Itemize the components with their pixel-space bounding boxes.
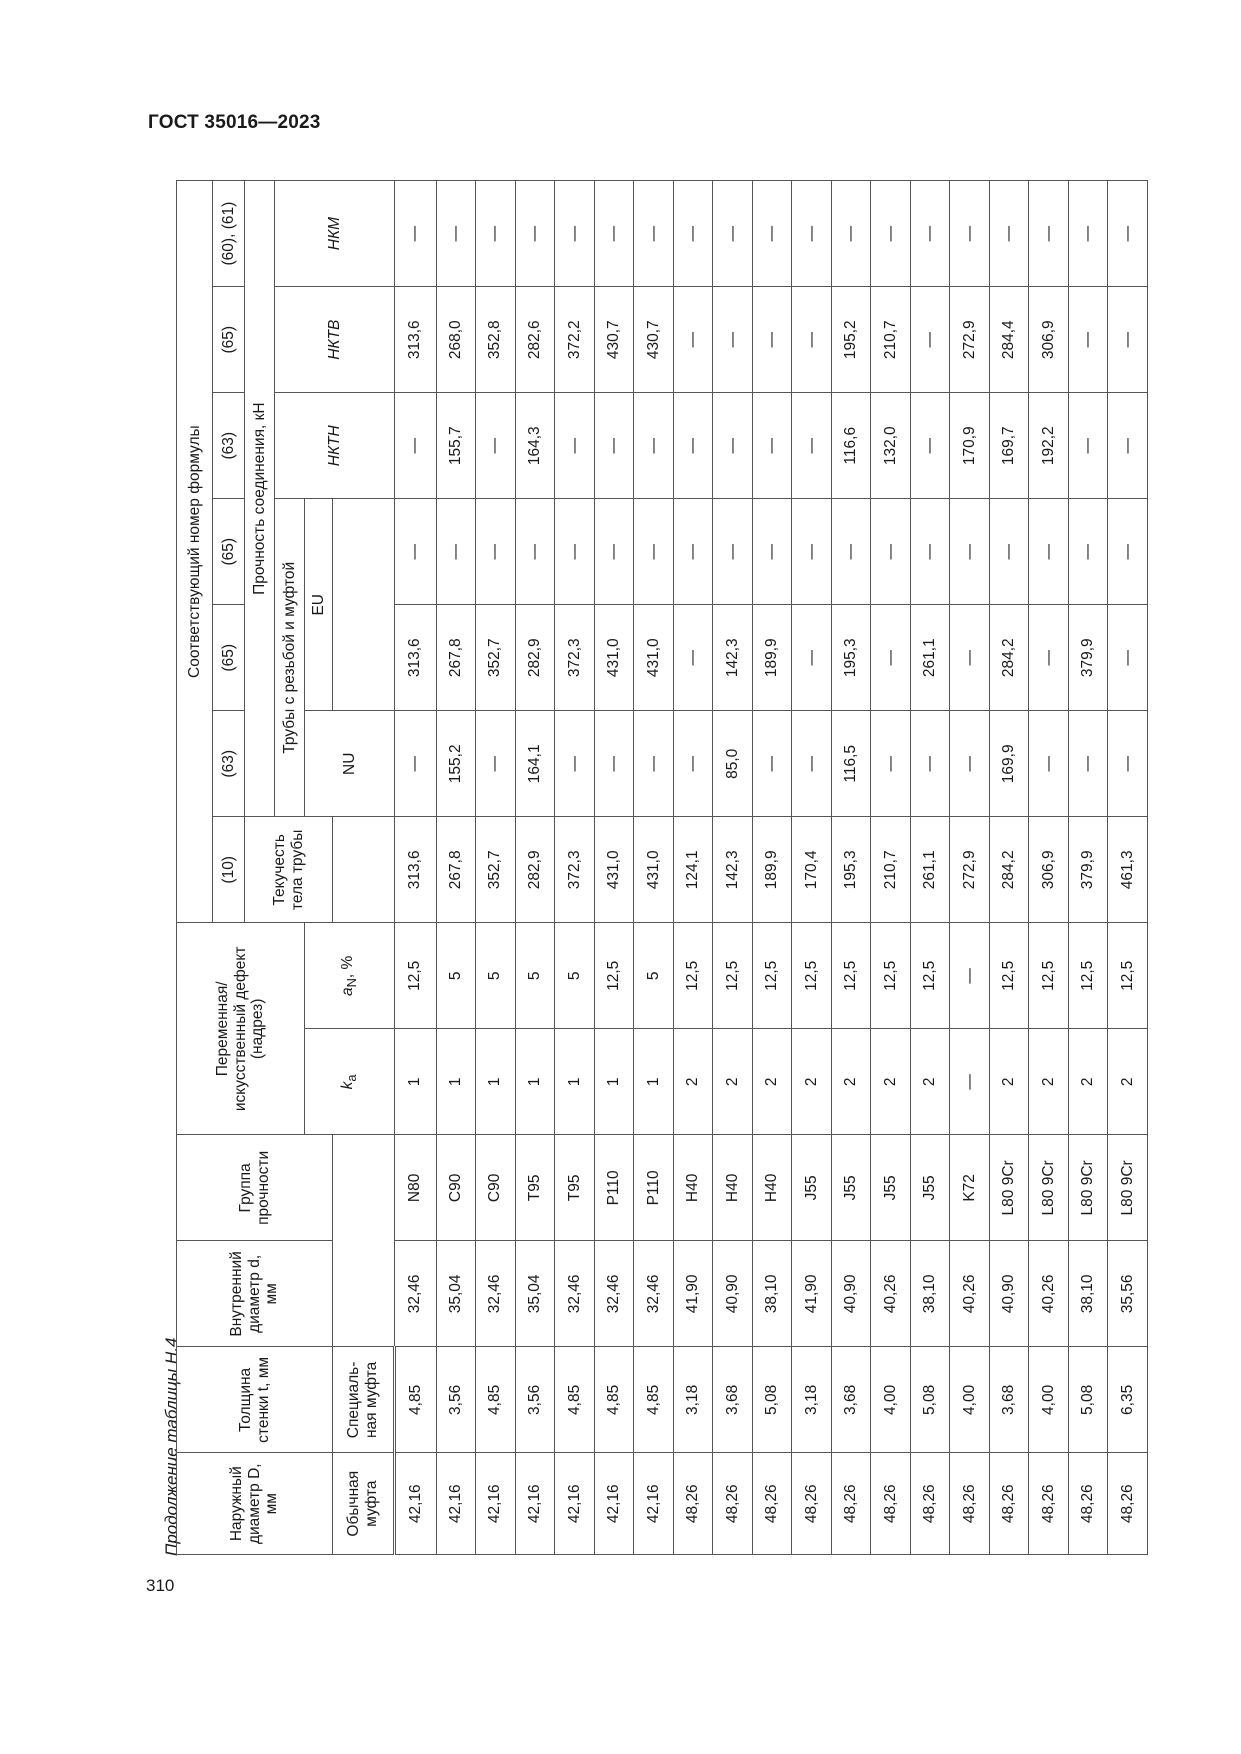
cell-inner-diameter: 40,90 [831,1241,871,1347]
header-special-coupling: Специаль-ная муфта [333,1347,395,1453]
cell-eu-special: — [673,499,713,605]
cell-eu-regular: 313,6 [395,605,437,711]
table-row [594,181,634,1555]
cell-nktn: 164,3 [515,393,555,499]
cell-outer-diameter: 48,26 [752,1453,792,1555]
cell-an: 12,5 [752,923,792,1029]
cell-wall-thickness: 3,56 [515,1347,555,1453]
cell-eu-special: — [871,499,911,605]
header-formula-63-nu: (63) [213,711,245,817]
cell-nktv: 430,7 [634,287,674,393]
table-continuation-caption: Продолжение таблицы Н.4 [162,1337,181,1556]
cell-inner-diameter: 35,56 [1108,1241,1148,1347]
header-formula-number: Соответствующий номер формулы [177,181,213,923]
cell-ka: 2 [989,1029,1029,1135]
cell-nktv: — [713,287,753,393]
cell-nu: — [1068,711,1108,817]
cell-nktn: 132,0 [871,393,911,499]
cell-an: — [950,923,990,1029]
cell-wall-thickness: 5,08 [910,1347,950,1453]
cell-outer-diameter: 42,16 [594,1453,634,1555]
header-formula-10: (10) [213,817,245,923]
cell-an: 12,5 [871,923,911,1029]
cell-nktn: 155,7 [436,393,476,499]
cell-nu: — [752,711,792,817]
cell-eu-special: — [555,499,595,605]
cell-wall-thickness: 3,18 [673,1347,713,1453]
cell-wall-thickness: 3,68 [989,1347,1029,1453]
cell-strength-group: L80 9Cr [1068,1135,1108,1241]
cell-outer-diameter: 48,26 [950,1453,990,1555]
cell-ka: 2 [910,1029,950,1135]
cell-strength-group: J55 [831,1135,871,1241]
cell-wall-thickness: 4,00 [950,1347,990,1453]
cell-eu-special: — [752,499,792,605]
header-eu: EU [305,499,333,711]
cell-an: 12,5 [1029,923,1069,1029]
cell-an: 12,5 [673,923,713,1029]
cell-eu-special: — [594,499,634,605]
cell-nktv: 313,6 [395,287,437,393]
cell-body-yield: 267,8 [436,817,476,923]
cell-eu-special: — [831,499,871,605]
cell-ka: 2 [831,1029,871,1135]
cell-an: 5 [436,923,476,1029]
cell-eu-regular: — [1108,605,1148,711]
table-row [673,181,713,1555]
cell-wall-thickness: 4,85 [594,1347,634,1453]
cell-wall-thickness: 4,00 [871,1347,911,1453]
table-row [555,181,595,1555]
cell-nu: 116,5 [831,711,871,817]
cell-nktn: — [395,393,437,499]
cell-nkm: — [1108,181,1148,287]
cell-nktn: 192,2 [1029,393,1069,499]
cell-wall-thickness: 4,85 [555,1347,595,1453]
cell-nktv: 430,7 [594,287,634,393]
table-row [634,181,674,1555]
cell-eu-special: — [713,499,753,605]
cell-nktn: 170,9 [950,393,990,499]
cell-wall-thickness: 4,00 [1029,1347,1069,1453]
cell-body-yield: 261,1 [910,817,950,923]
cell-inner-diameter: 40,90 [989,1241,1029,1347]
cell-an: 12,5 [989,923,1029,1029]
cell-ka: 2 [673,1029,713,1135]
table-row [910,181,950,1555]
header-threaded-coupled: Трубы с резьбой и муфтой [275,499,305,817]
cell-outer-diameter: 48,26 [1108,1453,1148,1555]
cell-eu-special: — [792,499,832,605]
cell-wall-thickness: 4,85 [634,1347,674,1453]
cell-body-yield: 306,9 [1029,817,1069,923]
cell-inner-diameter: 40,90 [713,1241,753,1347]
cell-eu-regular: — [673,605,713,711]
cell-an: 12,5 [831,923,871,1029]
cell-strength-group: L80 9Cr [1029,1135,1069,1241]
cell-nktv: — [673,287,713,393]
cell-nu: 155,2 [436,711,476,817]
cell-outer-diameter: 42,16 [436,1453,476,1555]
cell-inner-diameter: 40,26 [871,1241,911,1347]
cell-strength-group: H40 [673,1135,713,1241]
cell-nktn: — [910,393,950,499]
cell-outer-diameter: 42,16 [515,1453,555,1555]
cell-nktn: 116,6 [831,393,871,499]
cell-outer-diameter: 48,26 [792,1453,832,1555]
cell-nu: 85,0 [713,711,753,817]
cell-ka: 2 [1029,1029,1069,1135]
header-nu: NU [305,711,395,817]
cell-eu-special: — [1068,499,1108,605]
cell-nkm: — [594,181,634,287]
cell-eu-regular: 352,7 [476,605,516,711]
cell-nkm: — [673,181,713,287]
cell-nktn: — [555,393,595,499]
cell-wall-thickness: 6,35 [1108,1347,1148,1453]
cell-body-yield: 272,9 [950,817,990,923]
cell-nkm: — [713,181,753,287]
cell-body-yield: 170,4 [792,817,832,923]
cell-strength-group: H40 [713,1135,753,1241]
cell-nktv: 306,9 [1029,287,1069,393]
cell-ka: 2 [713,1029,753,1135]
cell-ka: 2 [871,1029,911,1135]
cell-eu-special: — [476,499,516,605]
cell-an: 5 [634,923,674,1029]
cell-outer-diameter: 48,26 [831,1453,871,1555]
cell-wall-thickness: 4,85 [395,1347,437,1453]
cell-nktv: — [1108,287,1148,393]
cell-nktv: 284,4 [989,287,1029,393]
cell-eu-regular: 372,3 [555,605,595,711]
cell-wall-thickness: 3,68 [831,1347,871,1453]
cell-an: 12,5 [1068,923,1108,1029]
cell-nktn: — [673,393,713,499]
cell-eu-regular: 142,3 [713,605,753,711]
cell-eu-special: — [395,499,437,605]
header-nktn: НКТН [275,393,395,499]
cell-nu: 169,9 [989,711,1029,817]
cell-nkm: — [989,181,1029,287]
cell-nu: — [555,711,595,817]
cell-eu-special: — [910,499,950,605]
cell-body-yield: 142,3 [713,817,753,923]
cell-nktv: 272,9 [950,287,990,393]
cell-nktn: — [713,393,753,499]
cell-ka: 1 [515,1029,555,1135]
cell-strength-group: L80 9Cr [989,1135,1029,1241]
cell-strength-group: T95 [515,1135,555,1241]
cell-body-yield: 210,7 [871,817,911,923]
cell-nktn: — [792,393,832,499]
cell-an: 12,5 [792,923,832,1029]
cell-eu-regular: — [792,605,832,711]
cell-eu-regular: 284,2 [989,605,1029,711]
cell-nu: — [910,711,950,817]
header-variable-defect: Переменная/ искусственный дефект (надрез) [177,923,305,1135]
cell-nktv: — [792,287,832,393]
cell-body-yield: 461,3 [1108,817,1148,923]
cell-nkm: — [831,181,871,287]
cell-nktv: — [910,287,950,393]
cell-body-yield: 189,9 [752,817,792,923]
cell-strength-group: L80 9Cr [1108,1135,1148,1241]
cell-eu-regular: — [1029,605,1069,711]
cell-wall-thickness: 5,08 [752,1347,792,1453]
cell-an: 12,5 [594,923,634,1029]
table-row [476,181,516,1555]
cell-eu-special: — [515,499,555,605]
table-row [713,181,753,1555]
cell-inner-diameter: 40,26 [1029,1241,1069,1347]
cell-eu-regular: 267,8 [436,605,476,711]
table-row [989,181,1029,1555]
table-row [1108,181,1148,1555]
cell-nktv: 372,2 [555,287,595,393]
table-row [1068,181,1108,1555]
table-row [1029,181,1069,1555]
table-row [515,181,555,1555]
cell-inner-diameter: 32,46 [555,1241,595,1347]
header-formula-65-special: (65) [213,499,245,605]
cell-inner-diameter: 40,26 [950,1241,990,1347]
cell-body-yield: 282,9 [515,817,555,923]
cell-nu: — [1108,711,1148,817]
cell-nktn: — [476,393,516,499]
cell-wall-thickness: 3,56 [436,1347,476,1453]
cell-nkm: — [476,181,516,287]
cell-strength-group: N80 [395,1135,437,1241]
cell-inner-diameter: 32,46 [476,1241,516,1347]
cell-nktn: — [1068,393,1108,499]
cell-nktv: 268,0 [436,287,476,393]
cell-nktv: 195,2 [831,287,871,393]
data-table [176,180,1148,1555]
cell-wall-thickness: 3,18 [792,1347,832,1453]
cell-inner-diameter: 35,04 [515,1241,555,1347]
header-formula-65-regular: (65) [213,605,245,711]
cell-nkm: — [792,181,832,287]
cell-nktn: 169,7 [989,393,1029,499]
cell-strength-group: J55 [792,1135,832,1241]
cell-eu-regular: 195,3 [831,605,871,711]
cell-outer-diameter: 42,16 [634,1453,674,1555]
table-row [395,181,437,1555]
cell-strength-group: P110 [594,1135,634,1241]
header-formula-63-nktn: (63) [213,393,245,499]
cell-nktv: 352,8 [476,287,516,393]
header-an: $a_N$, % [305,923,395,1029]
cell-nu: — [395,711,437,817]
cell-outer-diameter: 42,16 [555,1453,595,1555]
cell-outer-diameter: 48,26 [871,1453,911,1555]
table-row [436,181,476,1555]
cell-outer-diameter: 48,26 [713,1453,753,1555]
cell-nkm: — [1068,181,1108,287]
cell-body-yield: 431,0 [634,817,674,923]
cell-nktv: 210,7 [871,287,911,393]
cell-ka: 1 [436,1029,476,1135]
cell-strength-group: T95 [555,1135,595,1241]
cell-nu: — [950,711,990,817]
header-regular-coupling: Обычная муфта [333,1453,395,1555]
cell-eu-special: — [1108,499,1148,605]
cell-eu-regular: 261,1 [910,605,950,711]
cell-an: 5 [476,923,516,1029]
cell-nktv: 282,6 [515,287,555,393]
cell-eu-regular: 431,0 [594,605,634,711]
cell-nktn: — [634,393,674,499]
cell-nu: — [476,711,516,817]
cell-nu: — [871,711,911,817]
cell-wall-thickness: 3,68 [713,1347,753,1453]
cell-inner-diameter: 38,10 [910,1241,950,1347]
cell-outer-diameter: 48,26 [1068,1453,1108,1555]
table-row [752,181,792,1555]
cell-nu: — [792,711,832,817]
header-strength-group: Группа прочности [177,1135,333,1241]
cell-nkm: — [871,181,911,287]
cell-inner-diameter: 41,90 [673,1241,713,1347]
cell-nu: — [1029,711,1069,817]
header-outer-diameter: Наружный диаметр D, мм [177,1453,333,1555]
cell-body-yield: 195,3 [831,817,871,923]
cell-inner-diameter: 32,46 [594,1241,634,1347]
cell-nu: — [634,711,674,817]
cell-ka: 1 [594,1029,634,1135]
cell-nktn: — [594,393,634,499]
cell-outer-diameter: 48,26 [910,1453,950,1555]
cell-inner-diameter: 32,46 [634,1241,674,1347]
cell-outer-diameter: 42,16 [476,1453,516,1555]
cell-body-yield: 372,3 [555,817,595,923]
cell-an: 12,5 [395,923,437,1029]
rotated-table-wrapper [176,180,1148,1555]
cell-nu: 164,1 [515,711,555,817]
cell-ka: 1 [634,1029,674,1135]
cell-body-yield: 431,0 [594,817,634,923]
cell-ka: 2 [752,1029,792,1135]
cell-ka: 2 [1068,1029,1108,1135]
cell-eu-special: — [989,499,1029,605]
cell-inner-diameter: 38,10 [752,1241,792,1347]
header-formula-65-nktv: (65) [213,287,245,393]
page-number: 310 [146,1576,175,1595]
cell-body-yield: 313,6 [395,817,437,923]
cell-wall-thickness: 5,08 [1068,1347,1108,1453]
cell-eu-special: — [634,499,674,605]
cell-strength-group: H40 [752,1135,792,1241]
cell-an: 12,5 [1108,923,1148,1029]
cell-inner-diameter: 41,90 [792,1241,832,1347]
cell-nu: — [673,711,713,817]
cell-body-yield: 124,1 [673,817,713,923]
table-header [177,181,395,1555]
cell-nu: — [594,711,634,817]
cell-inner-diameter: 32,46 [395,1241,437,1347]
cell-strength-group: P110 [634,1135,674,1241]
cell-an: 12,5 [713,923,753,1029]
cell-nktv: — [1068,287,1108,393]
cell-body-yield: 284,2 [989,817,1029,923]
cell-strength-group: J55 [871,1135,911,1241]
header-wall-thickness: Толщина стенки t, мм [177,1347,333,1453]
cell-nkm: — [950,181,990,287]
cell-nktn: — [752,393,792,499]
cell-nkm: — [436,181,476,287]
header-formula-60-61: (60), (61) [213,181,245,287]
cell-eu-regular: 379,9 [1068,605,1108,711]
cell-strength-group: J55 [910,1135,950,1241]
cell-nktv: — [752,287,792,393]
cell-nkm: — [910,181,950,287]
cell-an: 5 [555,923,595,1029]
cell-nkm: — [634,181,674,287]
header-inner-diameter: Внутренний диаметр d, мм [177,1241,333,1347]
cell-nktn: — [1108,393,1148,499]
cell-body-yield: 352,7 [476,817,516,923]
cell-an: 12,5 [910,923,950,1029]
cell-nkm: — [515,181,555,287]
cell-eu-regular: 431,0 [634,605,674,711]
cell-strength-group: C90 [476,1135,516,1241]
cell-body-yield: 379,9 [1068,817,1108,923]
cell-nkm: — [395,181,437,287]
cell-ka: 1 [395,1029,437,1135]
cell-nkm: — [555,181,595,287]
cell-ka: 1 [555,1029,595,1135]
cell-ka: 1 [476,1029,516,1135]
table-body [395,181,1148,1555]
cell-eu-special: — [436,499,476,605]
table-row [950,181,990,1555]
header-ka: $k_a$ [305,1029,395,1135]
cell-ka: 2 [792,1029,832,1135]
cell-ka: 2 [1108,1029,1148,1135]
cell-eu-regular: — [950,605,990,711]
cell-strength-group: C90 [436,1135,476,1241]
table-row [831,181,871,1555]
cell-ka: — [950,1029,990,1135]
cell-nkm: — [1029,181,1069,287]
cell-outer-diameter: 42,16 [395,1453,437,1555]
cell-eu-special: — [1029,499,1069,605]
header-connection-strength: Прочность соединения, кН [245,181,275,817]
header-body-yield: Текучесть тела трубы [245,817,333,923]
cell-outer-diameter: 48,26 [673,1453,713,1555]
cell-eu-regular: 282,9 [515,605,555,711]
table-row [792,181,832,1555]
cell-eu-special: — [950,499,990,605]
cell-strength-group: K72 [950,1135,990,1241]
cell-outer-diameter: 48,26 [989,1453,1029,1555]
cell-nkm: — [752,181,792,287]
cell-wall-thickness: 4,85 [476,1347,516,1453]
cell-eu-regular: — [871,605,911,711]
cell-eu-regular: 189,9 [752,605,792,711]
cell-outer-diameter: 48,26 [1029,1453,1069,1555]
table-row [871,181,911,1555]
cell-inner-diameter: 35,04 [436,1241,476,1347]
document-title: ГОСТ 35016—2023 [148,112,321,133]
cell-an: 5 [515,923,555,1029]
header-nktv: НКТВ [275,287,395,393]
header-nkm: НКМ [275,181,395,287]
cell-inner-diameter: 38,10 [1068,1241,1108,1347]
